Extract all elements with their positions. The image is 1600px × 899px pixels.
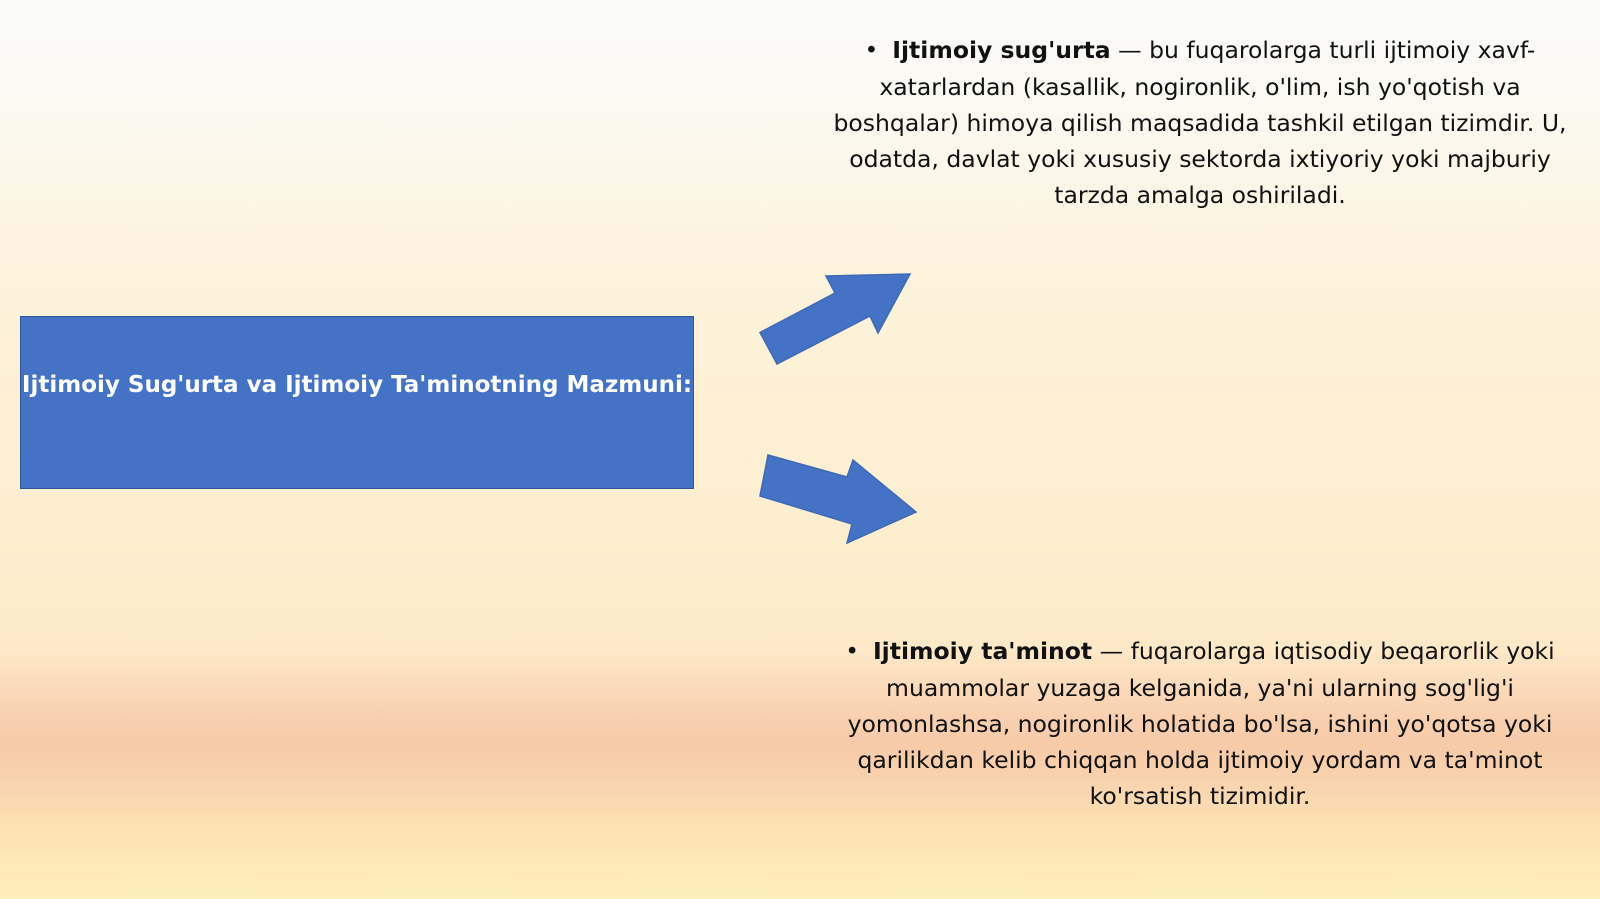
title-text: Ijtimoiy Sug'urta va Ijtimoiy Ta'minotning Mazmuni: <box>21 372 693 398</box>
arrow-up-right-icon <box>760 274 910 364</box>
bullet-marker: • <box>864 38 879 64</box>
bullet-term: Ijtimoiy ta'minot <box>872 637 1093 665</box>
bullet-text: — fuqarolarga iqtisodiy beqarorlik yoki muammolar yuzaga kelganida, ya'ni ularning sog'lig'i yomonlashsa, nogironlik holatida bo'lsa, ishini yo'qotsa yoki qarilikdan kelib chiqqan holda ijtimoiy yordam va ta'minot ko'rsatish tizimidir. <box>847 637 1555 810</box>
arrow-down-right-icon <box>760 455 916 543</box>
bullet-insurance <box>815 32 1585 213</box>
bullet-welfare <box>815 633 1585 814</box>
bullet-marker: • <box>845 639 859 665</box>
bullet-text: — bu fuqarolarga turli ijtimoiy xavf-xatarlardan (kasallik, nogironlik, o'lim, ish yo'qotish va boshqalar) himoya qilish maqsadida tashkil etilgan tizimdir. U, odatda, davlat yoki xususiy sektorda ixtiyoriy yoki majburiy tarzda amalga oshiriladi. <box>833 36 1567 209</box>
bullet-term: Ijtimoiy sug'urta <box>892 36 1111 64</box>
